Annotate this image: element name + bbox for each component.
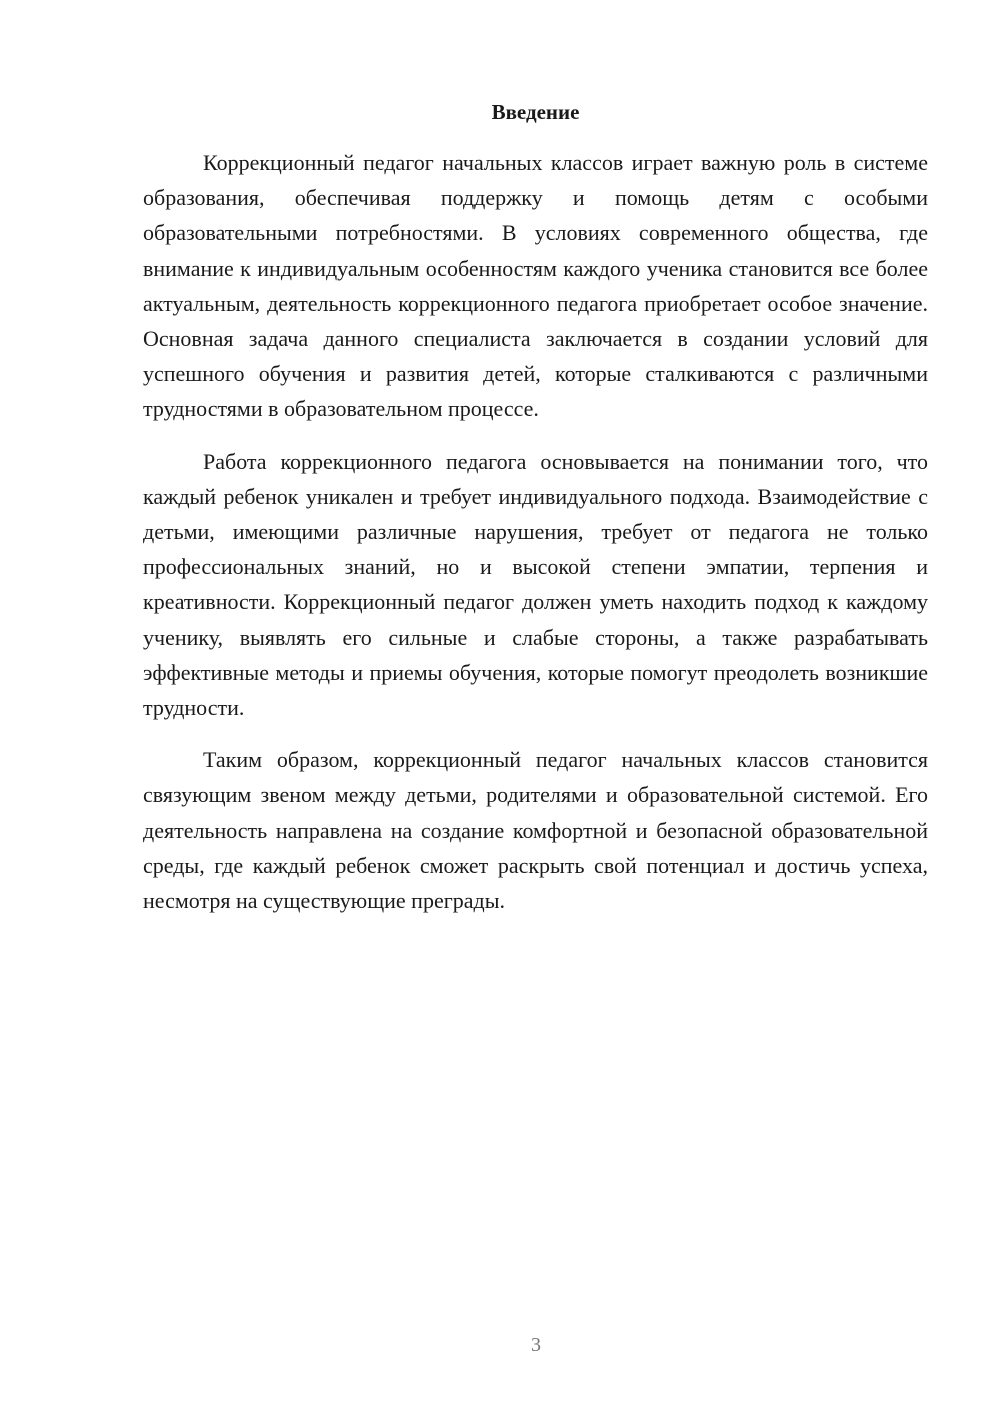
paragraph-3: Таким образом, коррекционный педагог начальных классов становится связующим звеном между детьми, родителями и образовательной системой. Его деятельность направлена на создание комфортной и безопасной образовательной среды, где каждый ребенок сможет раскрыть свой потенциал и достичь успеха, несмотря на существующие преграды. [143, 747, 928, 914]
page-title: Введение [491, 100, 580, 124]
paragraph-2: Работа коррекционного педагога основывается на понимании того, что каждый ребенок уникален и требует индивидуального подхода. Взаимодействие с детьми, имеющими различные нарушения, требует от педагога не только профессиональных знаний, но и высокой степени эмпатии, терпения и креативности. Коррекционный педагог должен уметь находить подход к каждому ученику, выявлять его сильные и слабые стороны, а также разрабатывать эффективные методы и приемы обучения, которые помогут преодолеть возникшие трудности. [143, 448, 928, 721]
page-content [143, 96, 928, 918]
page-number: 3 [531, 1334, 541, 1356]
paragraph-1: Коррекционный педагог начальных классов играет важную роль в системе образования, обеспечивая поддержку и помощь детям с особыми образовательными потребностями. В условиях современного общества, где внимание к индивидуальным особенностям каждого ученика становится все более актуальным, деятельность коррекционного педагога приобретает особое значение. Основная задача данного специалиста заключается в создании условий для успешного обучения и развития детей, которые сталкиваются с различными трудностями в образовательном процессе. [143, 150, 928, 422]
